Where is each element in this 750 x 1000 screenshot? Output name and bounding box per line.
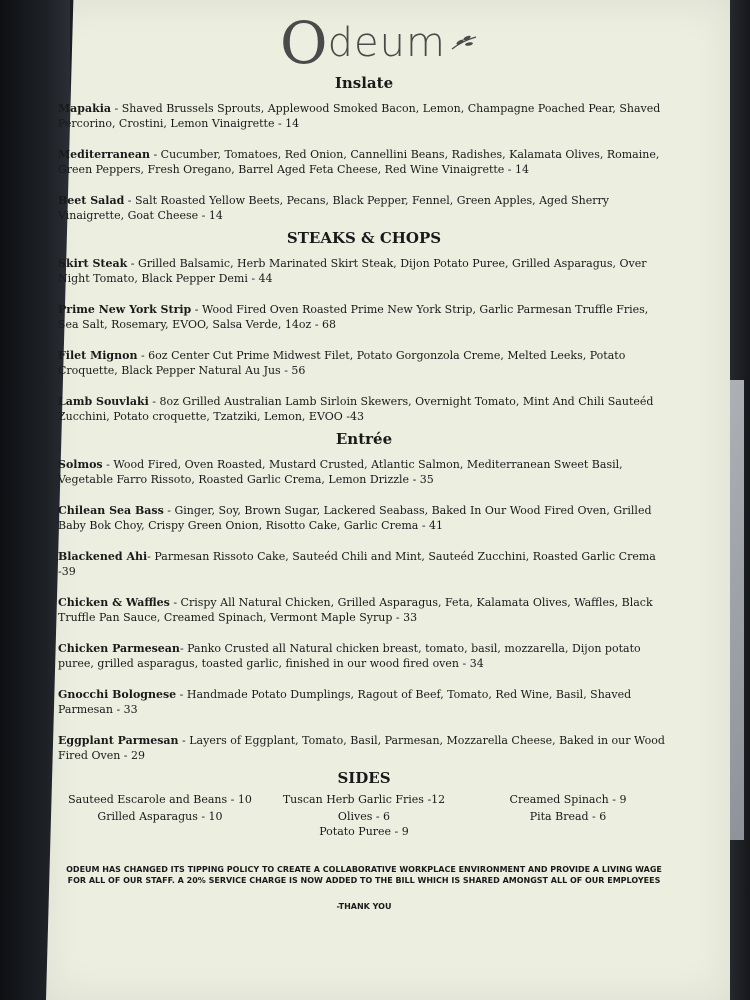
- sides-list: [58, 791, 670, 825]
- item-name: Blackened Ahi: [58, 550, 148, 563]
- olive-branch-icon: [450, 33, 478, 53]
- item-desc: - Grilled Balsamic, Herb Marinated Skirt Steak, Dijon Potato Puree, Grilled Asparagus, Over Night Tomato, Black Pepper Demi - 44: [58, 257, 647, 285]
- menu-item: [58, 458, 670, 487]
- item-name: Eggplant Parmesan: [58, 734, 179, 747]
- item-desc: - Panko Crusted all Natural chicken breast, tomato, basil, mozzarella, Dijon potato puree, grilled asparagus, toasted garlic, finished in our wood fired oven - 34: [58, 642, 641, 670]
- side-item: Olives - 6: [337, 810, 391, 823]
- side-item: Sauteed Escarole and Beans - 10: [68, 793, 252, 806]
- logo-text: deum: [327, 20, 446, 66]
- item-name: Beet Salad: [58, 194, 125, 207]
- menu-item: [58, 349, 670, 378]
- item-desc: - Wood Fired, Oven Roasted, Mustard Crusted, Atlantic Salmon, Mediterranean Sweet Basil, Vegetable Farro Rissoto, Roasted Garlic Crema, Lemon Drizzle - 35: [58, 458, 623, 486]
- item-name: Gnocchi Bolognese: [58, 688, 177, 701]
- item-desc: - Crispy All Natural Chicken, Grilled Asparagus, Feta, Kalamata Olives, Waffles, Black Truffle Pan Sauce, Creamed Spinach, Vermont Maple Syrup - 33: [58, 596, 653, 624]
- menu-item: [58, 148, 670, 177]
- item-name: Chicken Parmesean: [58, 642, 180, 655]
- item-desc: - Wood Fired Oven Roasted Prime New York Strip, Garlic Parmesan Truffle Fries, Sea Salt, Rosemary, EVOO, Salsa Verde, 14oz - 68: [58, 303, 649, 331]
- item-name: Mapakia: [58, 102, 112, 115]
- logo-initial: O: [280, 9, 328, 77]
- menu-item: [58, 642, 670, 671]
- item-name: Prime New York Strip: [58, 303, 192, 316]
- section-title-steaks: STEAKS & CHOPS: [286, 229, 442, 247]
- thank-you-note: -THANK YOU: [336, 902, 392, 911]
- side-item: Tuscan Herb Garlic Fries -12: [282, 793, 446, 806]
- menu-item: [58, 550, 670, 579]
- menu-item: [58, 303, 670, 332]
- item-name: Filet Mignon: [58, 349, 138, 362]
- item-name: Skirt Steak: [58, 257, 128, 270]
- side-item: Grilled Asparagus - 10: [97, 810, 223, 823]
- side-item: Creamed Spinach - 9: [509, 793, 627, 806]
- item-name: Chicken & Waffles: [58, 596, 170, 609]
- item-desc: - Layers of Eggplant, Tomato, Basil, Parmesan, Mozzarella Cheese, Baked in our Wood Fired Oven - 29: [58, 734, 665, 762]
- side-item: Pita Bread - 6: [529, 810, 607, 823]
- item-desc: - Cucumber, Tomatoes, Red Onion, Cannellini Beans, Radishes, Kalamata Olives, Romaine, Green Peppers, Fresh Oregano, Barrel Aged Feta Cheese, Red Wine Vinaigrette - 14: [58, 148, 660, 176]
- menu-item: [58, 504, 670, 533]
- menu-item: [58, 688, 670, 717]
- item-desc: - Shaved Brussels Sprouts, Applewood Smoked Bacon, Lemon, Champagne Poached Pear, Shaved Percorino, Crostini, Lemon Vinaigrette - 14: [58, 102, 661, 130]
- menu-item: [58, 596, 670, 625]
- menu-item: [58, 395, 670, 424]
- menu-item: [58, 194, 670, 223]
- menu-content: [58, 9, 670, 994]
- section-title-entree: Entrée: [335, 430, 393, 448]
- odeum-logo: [88, 9, 670, 77]
- item-name: Solmos: [58, 458, 103, 471]
- item-name: Mediterranean: [58, 148, 150, 161]
- menu-item: [58, 734, 670, 763]
- item-desc: - Parmesan Rissoto Cake, Sauteéd Chili and Mint, Sauteéd Zucchini, Roasted Garlic Crema -39: [58, 550, 656, 578]
- background-glare: [730, 380, 744, 840]
- item-name: Lamb Souvlaki: [58, 395, 149, 408]
- menu-item: [58, 102, 670, 131]
- item-desc: - Salt Roasted Yellow Beets, Pecans, Black Pepper, Fennel, Green Apples, Aged Sherry Vinaigrette, Goat Cheese - 14: [58, 194, 610, 222]
- item-desc: - Handmade Potato Dumplings, Ragout of Beef, Tomato, Red Wine, Basil, Shaved Parmesan - 33: [58, 688, 632, 716]
- section-title-inslate: Inslate: [334, 74, 394, 92]
- item-name: Chilean Sea Bass: [58, 504, 164, 517]
- side-item: Potato Puree - 9: [319, 825, 409, 838]
- item-desc: - 8oz Grilled Australian Lamb Sirloin Skewers, Overnight Tomato, Mint And Chili Sauteéd Zucchini, Potato croquette, Tzatziki, Lemon, EVOO -43: [58, 395, 654, 423]
- tipping-policy-notice: ODEUM HAS CHANGED ITS TIPPING POLICY TO CREATE A COLLABORATIVE WORKPLACE ENVIRONMENT AND PROVIDE A LIVING WAGE FOR ALL OF OUR STAFF. A 20% SERVICE CHARGE IS NOW ADDED TO THE BILL WHICH IS SHARED AMONGST ALL OF OUR EMPLOYEES: [66, 865, 662, 885]
- item-desc: - Ginger, Soy, Brown Sugar, Lackered Seabass, Baked In Our Wood Fired Oven, Grilled Baby Bok Choy, Crispy Green Onion, Risotto Cake, Garlic Crema - 41: [58, 504, 652, 532]
- menu-item: [58, 257, 670, 286]
- item-desc: - 6oz Center Cut Prime Midwest Filet, Potato Gorgonzola Creme, Melted Leeks, Potato Croquette, Black Pepper Natural Au Jus - 56: [58, 349, 626, 377]
- section-title-sides: SIDES: [337, 769, 391, 787]
